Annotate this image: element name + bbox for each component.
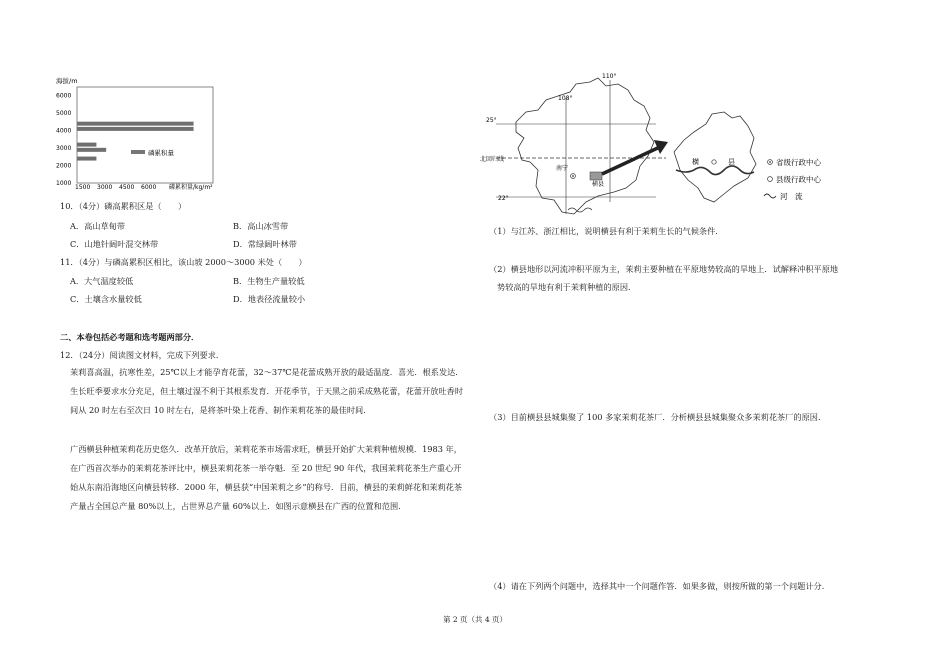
q11-option-c: C．土壤含水量较低 (70, 294, 142, 304)
x-tick-label: 3000 (97, 184, 113, 191)
guangxi-hengxian-location-map (478, 70, 858, 220)
legend-river-label: 河 流 (780, 192, 803, 201)
hengxian-small-area (590, 172, 602, 180)
q12-part-2-line-1: （2）横县地形以河流冲积平原为主，茉莉主要种植在平原地势较高的旱地上．试解释冲积平原地 (489, 264, 839, 274)
x-tick-label: 1500 (75, 184, 91, 191)
guangxi-boundary (516, 78, 654, 214)
q12-material-paragraph-2: 广西横县种植茉莉花历史悠久．改革开放后，茉莉花茶市场需求旺，横县开始扩大茉莉种植规模．1983 年，在广西首次举办的茉莉花茶评比中，横县茉莉花茶一举夺魁．至 20 世纪 90 年代，我国茉莉花茶生产重心开始从东南沿海地区向横县转移．2000 年，横县获“中国茉莉之乡”的称号．目前，横县的茉莉鲜花和茉莉花茶产量占全国总产量 80%以上，占世界总产量 60%以上．如图示意横县在广西的位置和范围． (70, 444, 463, 511)
hengxian-enlarged-boundary (674, 112, 756, 202)
q12-material-paragraph-1: 茉莉喜高温，抗寒性差，25℃以上才能孕育花蕾，32～37℃是花蕾成熟开放的最适温度．喜光．根系发达．生长旺季要求水分充足，但土壤过湿不利于其根系发育．开花季节，于天黑之前采成熟花蕾，花蕾开放吐香时间从 20 时左右至次日 10 时左右，是将茶叶染上花香、制作茉莉花茶的最佳时间． (70, 367, 464, 415)
y-tick-label: 2000 (56, 162, 72, 170)
y-tick-label: 6000 (56, 92, 72, 100)
q12-part-1: （1）与江苏、浙江相比，说明横县有利于茉莉生长的气候条件． (489, 226, 724, 236)
label-22: 22° (498, 195, 509, 202)
q11-option-b: B．生物生产量较低 (233, 276, 305, 286)
chart-x-ticks (75, 184, 156, 191)
q10-stem: 10．（4分）磷高累积区是（ ） (60, 201, 187, 211)
elevation-phosphorus-chart (54, 75, 229, 195)
chart-bar (77, 143, 96, 147)
q11-option-a: A．大气温度较低 (70, 276, 134, 286)
label-xian: 县 (728, 158, 735, 166)
label-25: 25° (486, 117, 497, 124)
q12-part-4: （4）请在下列两个问题中，选择其中一个问题作答．如果多做，则按所做的第一个问题计分． (489, 581, 830, 591)
q12-part-3: （3）目前横县县城集聚了 100 多家茉莉花茶厂．分析横县县城集聚众多茉莉花茶厂的原因． (489, 412, 827, 422)
legend-county-icon (768, 177, 773, 182)
chart-legend (131, 148, 175, 157)
hengxian-river (676, 166, 754, 175)
chart-y-ticks (56, 93, 71, 187)
q10-option-a: A．高山草甸带 (70, 221, 126, 231)
pointer-arrow (602, 146, 662, 174)
chart-bar (77, 127, 194, 131)
y-tick-label: 5000 (56, 110, 72, 118)
y-tick-label: 3000 (56, 145, 72, 153)
chart-plot-frame (77, 87, 213, 183)
page-footer: 第 2 页（共 4 页） (442, 615, 508, 624)
x-tick-label: 6000 (141, 184, 157, 191)
label-108: 108° (558, 95, 573, 102)
q11-option-d: D．地表径流量较小 (233, 294, 306, 304)
legend-swatch (131, 150, 145, 154)
q10-option-b: B．高山冰雪带 (233, 221, 289, 231)
chart-bars (77, 122, 194, 161)
map-legend (764, 157, 821, 201)
q12-part-2-line-2: 势较高的旱地有利于茉莉种植的原因． (497, 282, 637, 292)
chart-ylabel: 海拔/m (56, 77, 78, 85)
q10-option-c: C．山地针阔叶混交林带 (70, 239, 159, 249)
legend-river-icon (764, 194, 776, 198)
label-tropic: 北回归线 (480, 156, 505, 163)
legend-label: 磷累积量 (148, 149, 174, 157)
chart-bar (77, 157, 96, 161)
chart-bar (77, 122, 194, 126)
q11-stem: 11．（4分）与磷高累积区相比，该山坡 2000～3000 米处（ ） (60, 257, 307, 267)
q10-option-d: D．常绿阔叶林带 (233, 239, 297, 249)
nanning-marker-dot (572, 175, 574, 177)
chart-bar (77, 148, 106, 152)
legend-prov-label: 省级行政中心 (776, 158, 821, 167)
chart-xlabel: 磷累积量/kg/m² (169, 184, 213, 191)
y-tick-label: 1000 (56, 180, 72, 187)
label-110: 110° (602, 73, 617, 80)
legend-prov-icon-dot (769, 161, 771, 163)
q12-stem: 12．（24分）阅读图文材料，完成下列要求． (60, 350, 225, 360)
label-nanning: 南宁 (556, 165, 569, 172)
section-2-heading: 二、本卷包括必考题和选考题两部分． (60, 332, 200, 342)
y-tick-label: 4000 (56, 127, 72, 135)
label-hengxian-small: 横县 (592, 181, 605, 188)
label-heng: 横 (692, 158, 699, 166)
x-tick-label: 4500 (119, 184, 135, 191)
hengxian-county-seat (712, 160, 716, 164)
legend-county-label: 县级行政中心 (776, 175, 821, 184)
coastline (568, 208, 592, 212)
